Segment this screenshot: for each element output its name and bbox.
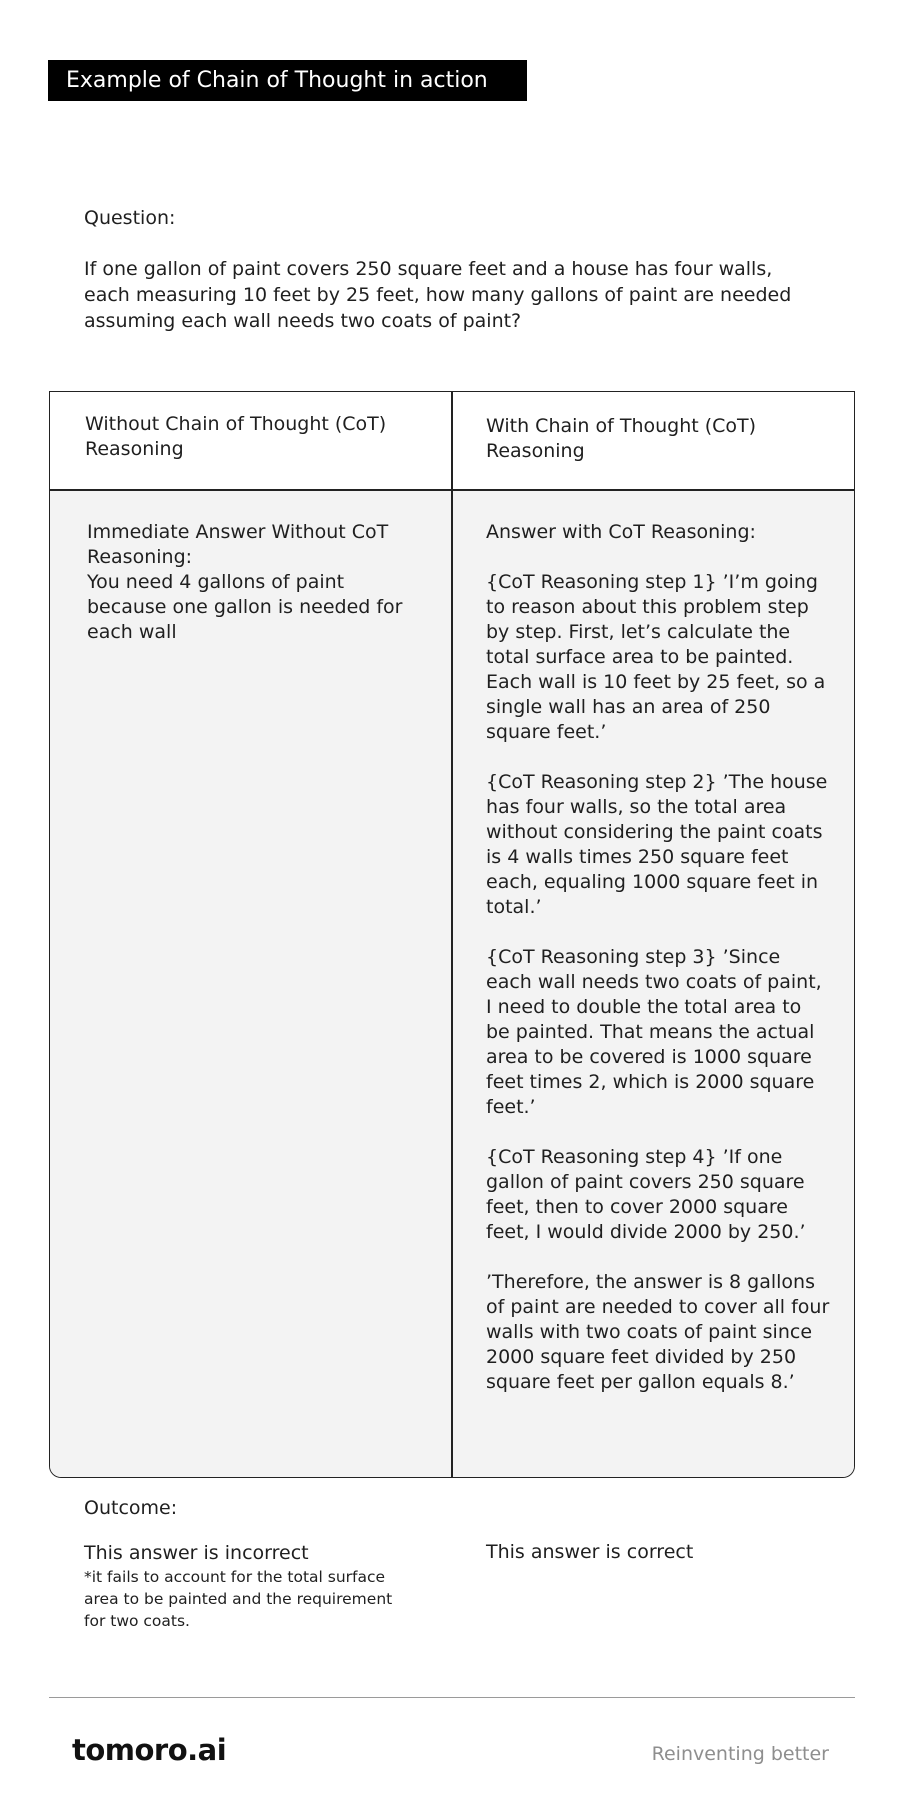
- without-cot-cell: [87, 520, 427, 645]
- cot-conclusion: ’Therefore, the answer is 8 gallons of paint are needed to cover all four walls with two coats of paint since 2000 square feet divided by 250 square feet per gallon equals 8.’: [486, 1271, 830, 1393]
- outcome-incorrect-note: *it fails to account for the total surface area to be painted and the requirement for two coats.: [84, 1568, 393, 1630]
- brand-logo: tomoro.ai: [72, 1733, 227, 1767]
- cot-step-3: {CoT Reasoning step 3} ’Since each wall needs two coats of paint, I need to double the total area to be painted. That means the actual area to be covered is 1000 square feet times 2, which is 2000 square feet.’: [486, 946, 822, 1118]
- outcome-label: Outcome:: [84, 1497, 178, 1519]
- with-cot-header: With Chain of Thought (CoT) Reasoning: [486, 415, 757, 462]
- footer-divider: [49, 1697, 855, 1698]
- immediate-answer-text: You need 4 gallons of paint because one gallon is needed for each wall: [87, 571, 403, 643]
- comparison-table: [49, 391, 855, 1478]
- question-label: Question:: [84, 207, 176, 229]
- page-title: Example of Chain of Thought in action: [48, 60, 527, 101]
- header-divider: [50, 489, 854, 491]
- question-text: If one gallon of paint covers 250 square feet and a house has four walls, each measuring 10 feet by 25 feet, how many gallons of paint are needed assuming each wall needs two coats of paint?: [84, 258, 792, 332]
- outcome-incorrect: This answer is incorrect: [84, 1542, 309, 1564]
- immediate-answer-label: Immediate Answer Without CoT Reasoning:: [87, 521, 389, 568]
- cot-step-2: {CoT Reasoning step 2} ’The house has four walls, so the total area without considering the paint coats is 4 walls times 250 square feet each, equaling 1000 square feet in total.’: [486, 771, 828, 918]
- without-cot-header: Without Chain of Thought (CoT) Reasoning: [85, 413, 387, 460]
- column-divider: [451, 392, 453, 1477]
- outcome-correct: This answer is correct: [486, 1541, 694, 1563]
- with-cot-cell: [486, 520, 831, 1395]
- cot-answer-label: Answer with CoT Reasoning:: [486, 521, 756, 543]
- cot-step-1: {CoT Reasoning step 1} ’I’m going to reason about this problem step by step. First, let’s calculate the total surface area to be painted. Each wall is 10 feet by 25 feet, so a single wall has an area of 250 square feet.’: [486, 571, 826, 743]
- cot-step-4: {CoT Reasoning step 4} ’If one gallon of paint covers 250 square feet, then to cover 2000 square feet, I would divide 2000 by 250.’: [486, 1146, 806, 1243]
- footer-tagline: Reinventing better: [651, 1743, 829, 1765]
